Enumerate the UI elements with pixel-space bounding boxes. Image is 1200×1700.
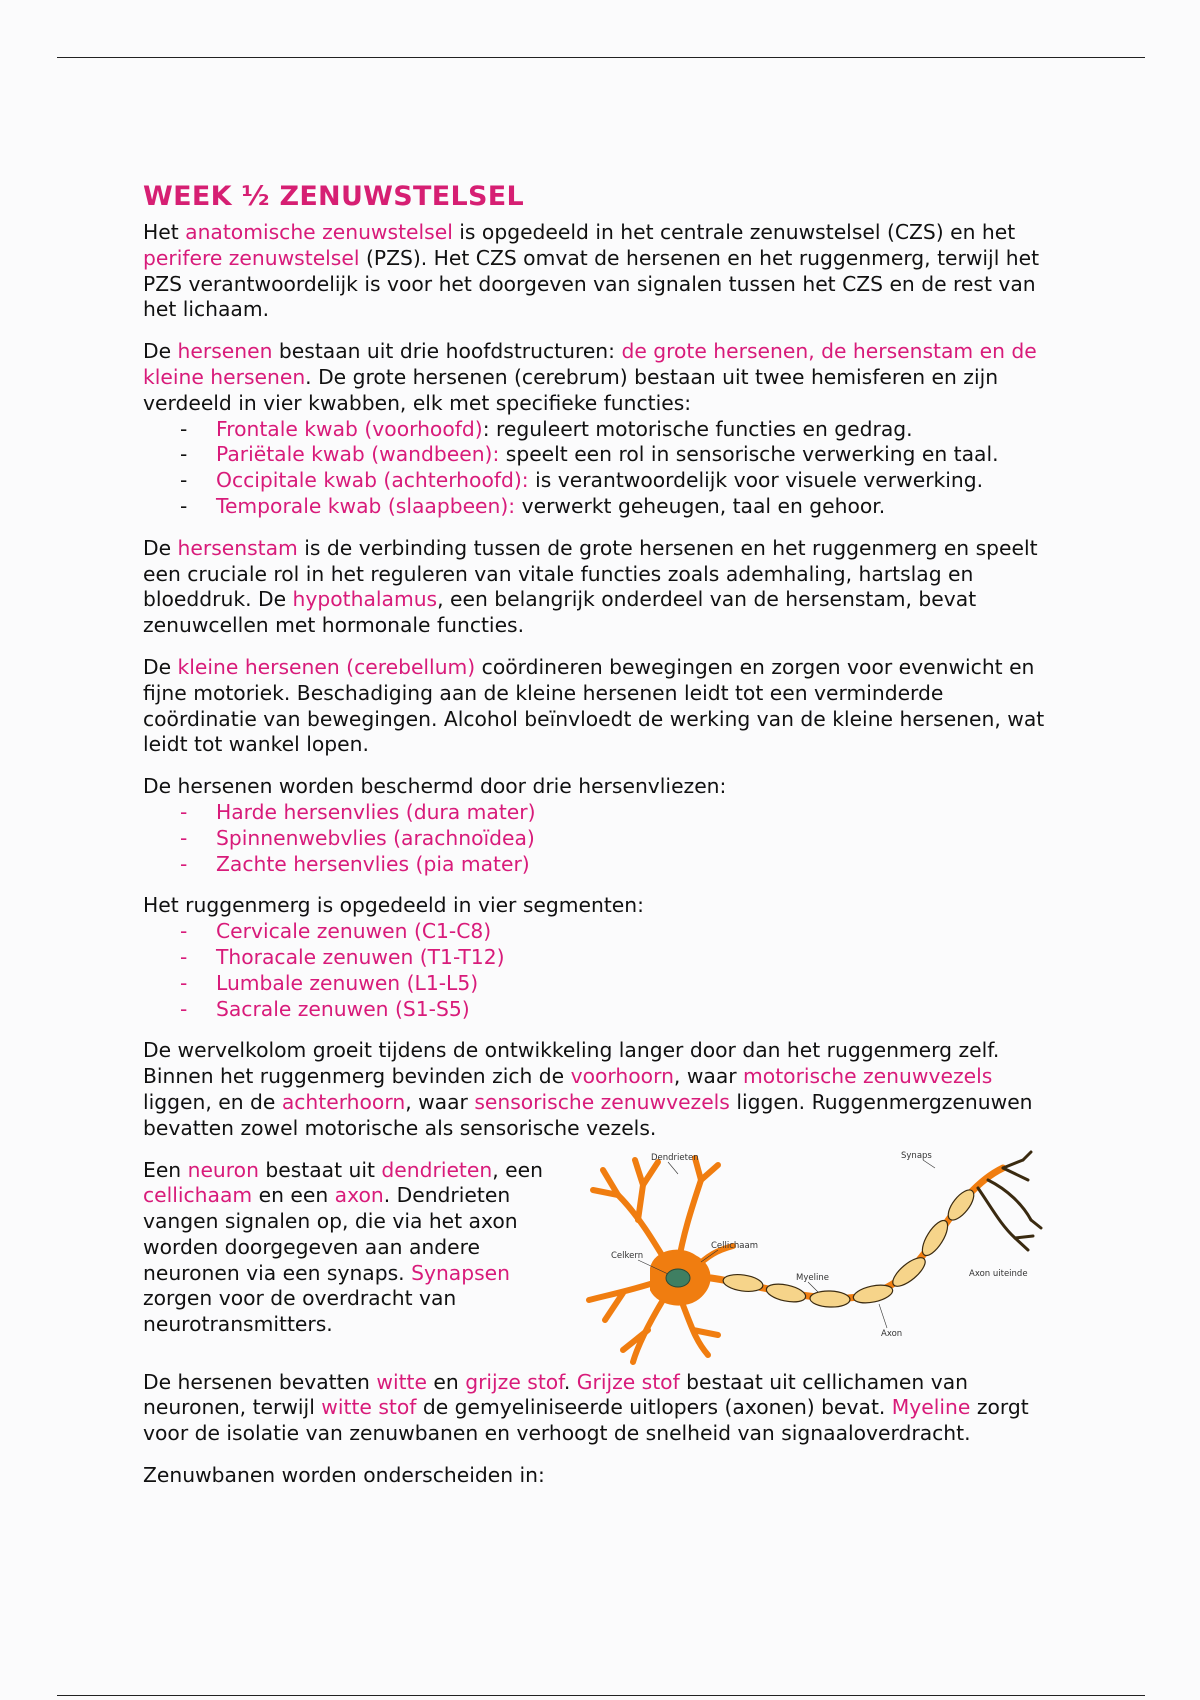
paragraph-nervous-system: Het anatomische zenuwstelsel is opgedeeld in het centrale zenuwstelsel (CZS) en het perifere zenuwstelsel (PZS). Het CZS omvat de hersenen en het ruggenmerg, terwijl het PZS verantwoordelijk is voor het doorgeven van signalen tussen het CZS en de rest van het lichaam. xyxy=(143,220,1040,322)
paragraph-white-grey-matter: De hersenen bevatten witte en grijze stof. Grijze stof bestaat uit cellichamen van neuronen, terwijl witte stof de gemyeliniseerde uitlopers (axonen) bevat. Myeline zorgt voor de isolatie van zenuwbanen en verhoogt de snelheid van signaaloverdracht. xyxy=(143,1369,1029,1446)
list-item: - Sacrale zenuwen (S1-S5) xyxy=(143,997,1063,1023)
myelin-sheaths xyxy=(722,1185,978,1307)
header-rule xyxy=(57,57,1145,58)
paragraph-neuron: Een neuron bestaat uit dendrieten, een cellichaam en een axon. Dendrieten vangen signalen op, die via het axon worden doorgegeven aan andere neuronen via een synaps. Synapsen zorgen voor de overdracht van neurotransmitters. xyxy=(143,1157,543,1337)
list-item: - Cervicale zenuwen (C1-C8) xyxy=(143,919,1063,945)
list-item: - Lumbale zenuwen (L1-L5) xyxy=(143,971,1063,997)
paragraph-cerebellum: De kleine hersenen (cerebellum) coördineren bewegingen en zorgen voor evenwicht en fijne motoriek. Beschadiging aan de kleine hersenen leidt tot een verminderde coördinatie van bewegingen. Alcohol beïnvloedt de werking van de kleine hersenen, wat leidt tot wankel lopen. xyxy=(143,654,1045,757)
neuron-diagram xyxy=(583,1150,1043,1370)
paragraph-spinal-cord: Het ruggenmerg is opgedeeld in vier segmenten: xyxy=(143,893,644,918)
list-item: - Spinnenwebvlies (arachnoïdea) xyxy=(143,826,1063,852)
list-item: - Zachte hersenvlies (pia mater) xyxy=(143,852,1063,878)
list-item: - Temporale kwab (slaapbeen): verwerkt geheugen, taal en gehoor. xyxy=(143,494,1063,520)
neuron-section xyxy=(143,1150,1063,1362)
label-celkern: Celkern xyxy=(611,1250,644,1261)
label-cellichaam: Cellichaam xyxy=(711,1240,759,1251)
meninges-list xyxy=(143,800,1063,877)
nucleus-shape xyxy=(666,1269,690,1287)
lobes-list xyxy=(143,417,1063,520)
paragraph-meninges: De hersenen worden beschermd door drie hersenvliezen: xyxy=(143,774,727,799)
axon-terminal-shape xyxy=(978,1152,1041,1250)
label-synaps: Synaps xyxy=(901,1150,932,1161)
label-myeline: Myeline xyxy=(796,1272,829,1283)
list-item: - Occipitale kwab (achterhoofd): is verantwoordelijk voor visuele verwerking. xyxy=(143,468,1063,494)
segments-list xyxy=(143,919,1063,1022)
list-item: - Frontale kwab (voorhoofd): reguleert motorische functies en gedrag. xyxy=(143,417,1063,443)
label-dendrieten: Dendrieten xyxy=(651,1152,699,1163)
label-axon-uiteinde: Axon uiteinde xyxy=(969,1268,1028,1279)
list-item: - Pariëtale kwab (wandbeen): speelt een rol in sensorische verwerking en taal. xyxy=(143,442,1063,468)
footer-rule xyxy=(57,1695,1145,1696)
paragraph-spinal-horns: De wervelkolom groeit tijdens de ontwikkeling langer door dan het ruggenmerg zelf. Binnen het ruggenmerg bevinden zich de voorhoorn, waar motorische zenuwvezels liggen, en de achterhoorn, waar sensorische zenuwvezels liggen. Ruggenmergzenuwen bevatten zowel motorische als sensorische vezels. xyxy=(143,1038,1033,1140)
label-axon: Axon xyxy=(881,1328,903,1339)
page-content xyxy=(143,180,1063,1505)
paragraph-brain-structures: De hersenen bestaan uit drie hoofdstructuren: de grote hersenen, de hersenstam en de kleine hersenen. De grote hersenen (cerebrum) bestaan uit twee hemisferen en zijn verdeeld in vier kwabben, elk met specifieke functies: xyxy=(143,339,1037,415)
list-item: - Thoracale zenuwen (T1-T12) xyxy=(143,945,1063,971)
page-title: WEEK ½ ZENUWSTELSEL xyxy=(143,181,524,212)
paragraph-nerve-tracts: Zenuwbanen worden onderscheiden in: xyxy=(143,1462,545,1487)
list-item: - Harde hersenvlies (dura mater) xyxy=(143,800,1063,826)
paragraph-brainstem: De hersenstam is de verbinding tussen de grote hersenen en het ruggenmerg en speelt een cruciale rol in het reguleren van vitale functies zoals ademhaling, hartslag en bloeddruk. De hypothalamus, een belangrijk onderdeel van de hersenstam, bevat zenuwcellen met hormonale functies. xyxy=(143,535,1038,638)
